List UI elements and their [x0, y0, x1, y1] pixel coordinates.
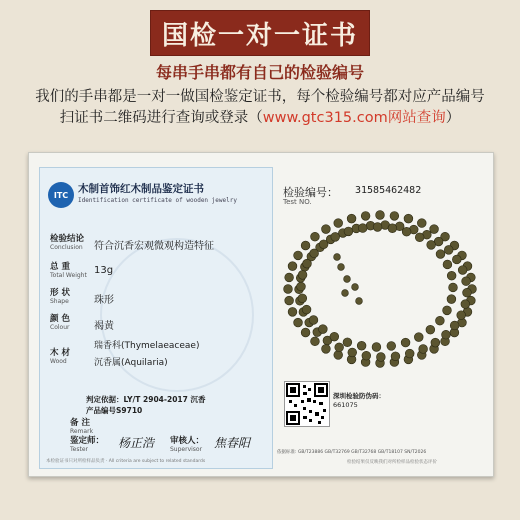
- bead: [302, 305, 311, 314]
- bead: [342, 290, 349, 297]
- bead: [391, 352, 400, 361]
- bead: [288, 307, 297, 316]
- bead-bracelet-image: [277, 207, 483, 372]
- bead: [330, 332, 339, 341]
- bead: [309, 316, 318, 325]
- bead: [376, 211, 385, 220]
- bead: [462, 277, 471, 286]
- certificate-info-panel: [39, 167, 273, 469]
- bead: [335, 343, 344, 352]
- bead: [357, 341, 366, 350]
- bead: [426, 325, 435, 334]
- field-value-weight: 13g: [94, 265, 114, 276]
- test-number-label-en: Test NO.: [283, 198, 312, 206]
- bead: [405, 349, 414, 358]
- remark-label-en: Remark: [70, 428, 94, 435]
- remark-label: 备 注: [70, 418, 90, 428]
- tester-label: 鉴定师：: [70, 436, 105, 446]
- field-label: 木 材: [50, 348, 70, 358]
- field-label: 总 重: [50, 262, 70, 272]
- bead: [344, 276, 351, 283]
- bead: [356, 298, 363, 305]
- standard-basis: 判定依据：LY/T 2904-2017 沉香: [86, 395, 206, 404]
- bead: [415, 233, 424, 242]
- bead: [404, 214, 413, 223]
- bead: [388, 224, 397, 233]
- field-label: 检验结论: [50, 234, 85, 244]
- remark: [70, 418, 93, 435]
- watermark-seal: [100, 238, 254, 392]
- bead: [322, 225, 331, 234]
- website-link[interactable]: www.gtc315.com网站查询: [262, 110, 446, 126]
- qr-code-icon[interactable]: [284, 381, 330, 427]
- field-label-en: Shape: [50, 298, 69, 305]
- bead: [373, 223, 382, 232]
- bead: [331, 232, 340, 241]
- bead: [311, 232, 320, 241]
- field-value-colour: 褐黄: [94, 321, 114, 332]
- qr-anti-counterfeit-code: 661075: [333, 401, 358, 409]
- bead: [447, 295, 456, 304]
- bead: [414, 333, 423, 342]
- bead: [285, 296, 294, 305]
- bead: [376, 353, 385, 362]
- bead: [301, 328, 310, 337]
- bead: [417, 219, 426, 228]
- field-weight: [50, 262, 87, 279]
- field-label: 形 状: [50, 288, 70, 298]
- bead: [390, 212, 399, 221]
- bead: [334, 219, 343, 228]
- bead: [435, 316, 444, 325]
- bead: [338, 264, 345, 271]
- bead: [450, 321, 459, 330]
- footer-note-right: 检验结果仅反映我们对所检样品检验状态评价: [347, 460, 437, 465]
- supervisor: [170, 436, 204, 453]
- bead: [444, 245, 453, 254]
- bead: [311, 337, 320, 346]
- bead: [419, 345, 428, 354]
- bead: [318, 325, 327, 334]
- certificate: [28, 152, 494, 477]
- bead: [458, 266, 467, 275]
- bead: [401, 338, 410, 347]
- bead: [343, 338, 352, 347]
- bead: [461, 300, 470, 309]
- bead: [348, 348, 357, 357]
- bead: [402, 227, 411, 236]
- bead: [284, 285, 293, 294]
- field-label-en: Colour: [50, 324, 70, 331]
- bead: [449, 283, 458, 292]
- bead: [319, 240, 328, 249]
- bead: [463, 288, 472, 297]
- field-colour: [50, 314, 70, 331]
- tester: [70, 436, 104, 453]
- bead: [297, 282, 306, 291]
- certificate-photo-panel: [277, 167, 483, 467]
- field-wood: [50, 348, 70, 365]
- field-value-wood-genus: 沉香属(Aquilaria): [94, 358, 168, 368]
- bead: [322, 344, 331, 353]
- field-conclusion: [50, 234, 84, 251]
- bead: [452, 255, 461, 264]
- bead: [361, 212, 370, 221]
- description-line-2: [0, 106, 520, 127]
- product-number: 产品编号S9710: [86, 406, 143, 415]
- bead: [430, 225, 439, 234]
- field-label: 颜 色: [50, 314, 70, 324]
- bead: [285, 273, 294, 282]
- bead: [298, 270, 307, 279]
- field-value-shape: 珠形: [94, 295, 114, 306]
- description-prefix: 扫证书二维码进行查询或登录（: [59, 110, 263, 126]
- tester-signature: 杨正浩: [118, 436, 155, 450]
- bead: [288, 262, 297, 271]
- bead: [298, 294, 307, 303]
- bead: [294, 251, 303, 260]
- bead: [442, 330, 451, 339]
- field-label-en: Conclusion: [50, 244, 83, 251]
- footer-note-left: 本检验证书只对所检样品负责 · All criteria are subject to related standards: [46, 459, 206, 464]
- bead: [358, 224, 367, 233]
- itc-logo-icon: ITC: [48, 182, 74, 208]
- bead: [443, 306, 452, 315]
- field-label-en: Total Weight: [50, 272, 87, 279]
- bead: [447, 271, 456, 280]
- bead: [347, 214, 356, 223]
- banner-title: 国检一对一证书: [150, 10, 370, 56]
- qr-label: 深圳检验防伪码：: [333, 392, 385, 400]
- field-shape: [50, 288, 70, 305]
- tester-label-en: Tester: [70, 446, 88, 453]
- supervisor-label: 审核人：: [170, 436, 205, 446]
- test-number-label: 检验编号：: [283, 186, 338, 199]
- bead: [352, 284, 359, 291]
- bead: [372, 343, 381, 352]
- bead: [334, 254, 341, 261]
- bead: [310, 249, 319, 258]
- field-label-en: Wood: [50, 358, 67, 365]
- bead: [303, 259, 312, 268]
- certificate-title: 木制首饰红木制品鉴定证书: [78, 183, 204, 195]
- subtitle: 每串手串都有自己的检验编号: [155, 63, 364, 82]
- bead: [427, 240, 436, 249]
- bead: [387, 342, 396, 351]
- supervisor-label-en: Supervisor: [170, 446, 203, 453]
- supervisor-signature: 焦春阳: [214, 436, 251, 450]
- bead: [443, 260, 452, 269]
- description-suffix: ）: [445, 110, 461, 126]
- bead: [301, 241, 310, 250]
- description-line-1: 我们的手串都是一对一做国检鉴定证书，每个检验编号都对应产品编号: [35, 89, 485, 105]
- bead: [294, 318, 303, 327]
- bead: [431, 338, 440, 347]
- standards-right: 依据标准: GB/T23886 GB/T32769 GB/T32768 GB/T18107 SN/T2026: [277, 450, 427, 455]
- bead: [362, 351, 371, 360]
- field-value-conclusion: 符合沉香宏观微观构造特征: [94, 241, 214, 252]
- bead: [457, 311, 466, 320]
- test-number: 31585462482: [355, 185, 422, 196]
- bead: [436, 250, 445, 259]
- bead: [344, 227, 353, 236]
- field-value-wood-family: 瑞香科(Thymelaeaceae): [94, 341, 200, 351]
- certificate-subtitle-en: Identification certificate of wooden jewelry: [78, 197, 237, 204]
